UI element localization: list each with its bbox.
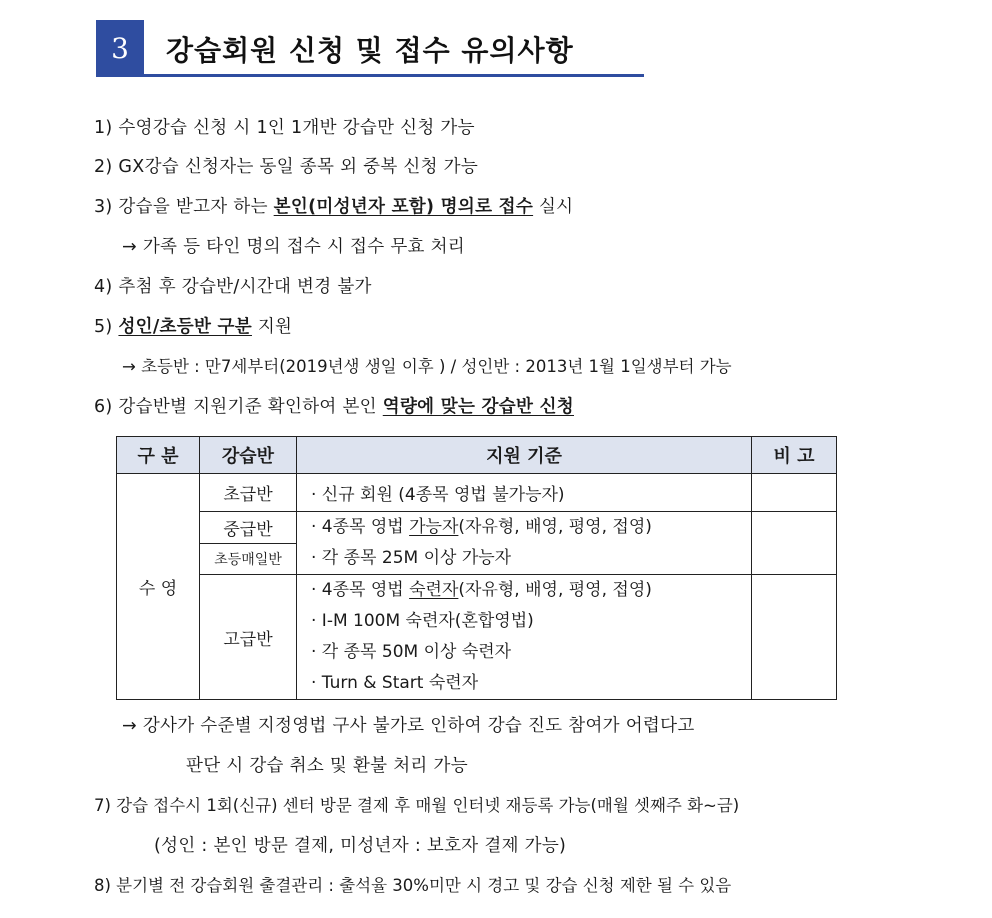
section-header (96, 20, 644, 78)
intermediate-criteria (297, 512, 752, 575)
section-number: 3 (96, 20, 144, 77)
table-row (117, 512, 837, 544)
item-1: 1) 수영강습 신청 시 1인 1개반 강습만 신청 가능 (94, 118, 475, 138)
criteria-line: · 4종목 영법 숙련자(자유형, 배영, 평영, 접영) (311, 580, 652, 600)
category-cell: 수 영 (117, 474, 200, 700)
header-criteria: 지원 기준 (297, 437, 752, 474)
item-5 (94, 313, 292, 338)
item-4: 4) 추첨 후 강습반/시간대 변경 불가 (94, 277, 372, 297)
beginner-criteria: · 신규 회원 (4종목 영법 불가능자) (297, 474, 752, 512)
item-5-emphasis: 성인/초등반 구분 (118, 317, 252, 337)
remarks-cell (752, 575, 837, 700)
criteria-line: · 각 종목 50M 이상 숙련자 (311, 642, 512, 662)
item-2: 2) GX강습 신청자는 동일 종목 외 중복 신청 가능 (94, 157, 479, 177)
class-advanced: 고급반 (200, 575, 297, 700)
remarks-cell (752, 474, 837, 512)
advanced-criteria (297, 575, 752, 700)
class-intermediate: 중급반 (200, 512, 297, 544)
item-6-emphasis: 역량에 맞는 강습반 신청 (382, 397, 574, 417)
item-5-tail: 지원 (251, 317, 293, 337)
title-underline (96, 74, 644, 77)
item-6 (94, 393, 574, 418)
table-row (117, 575, 837, 700)
note-line-1: → 강사가 수준별 지정영법 구사 불가로 인하여 강습 진도 참여가 어렵다고 (122, 716, 695, 736)
header-class: 강습반 (200, 437, 297, 474)
class-elementary: 초등매일반 (200, 543, 297, 575)
item-5-number: 5) (94, 317, 119, 337)
remarks-cell (752, 512, 837, 575)
criteria-table (116, 436, 837, 700)
item-8: 8) 분기별 전 강습회원 출결관리 : 출석율 30%미만 시 경고 및 강습 신청 제한 될 수 있음 (94, 876, 732, 895)
header-category: 구 분 (117, 437, 200, 474)
item-7: 7) 강습 접수시 1회(신규) 센터 방문 결제 후 매월 인터넷 재등록 가능(매월 셋째주 화~금) (94, 796, 740, 815)
criteria-line: · Turn & Start 숙련자 (311, 673, 479, 693)
item-3-sub: → 가족 등 타인 명의 접수 시 접수 무효 처리 (122, 237, 466, 257)
item-3-tail: 실시 (533, 197, 574, 217)
item-7-sub: (성인 : 본인 방문 결제, 미성년자 : 보호자 결제 가능) (154, 836, 567, 856)
table-row (117, 474, 837, 512)
class-beginner: 초급반 (200, 474, 297, 512)
table-header-row (117, 437, 837, 474)
item-3-text: 3) 강습을 받고자 하는 (94, 197, 274, 217)
section-title: 강습회원 신청 및 접수 유의사항 (166, 34, 574, 67)
item-5-sub: → 초등반 : 만7세부터(2019년생 생일 이후 ) / 성인반 : 2013년 1월 1일생부터 가능 (122, 357, 732, 376)
item-3 (94, 193, 573, 218)
criteria-line: · I-M 100M 숙련자(혼합영법) (311, 611, 534, 631)
header-remarks: 비 고 (752, 437, 837, 474)
item-3-emphasis: 본인(미성년자 포함) 명의로 접수 (273, 197, 534, 217)
criteria-line: · 각 종목 25M 이상 가능자 (311, 548, 512, 568)
item-6-text: 6) 강습반별 지원기준 확인하여 본인 (94, 397, 383, 417)
criteria-line: · 4종목 영법 가능자(자유형, 배영, 평영, 접영) (311, 517, 652, 537)
note-line-2: 판단 시 강습 취소 및 환불 처리 가능 (186, 756, 468, 776)
